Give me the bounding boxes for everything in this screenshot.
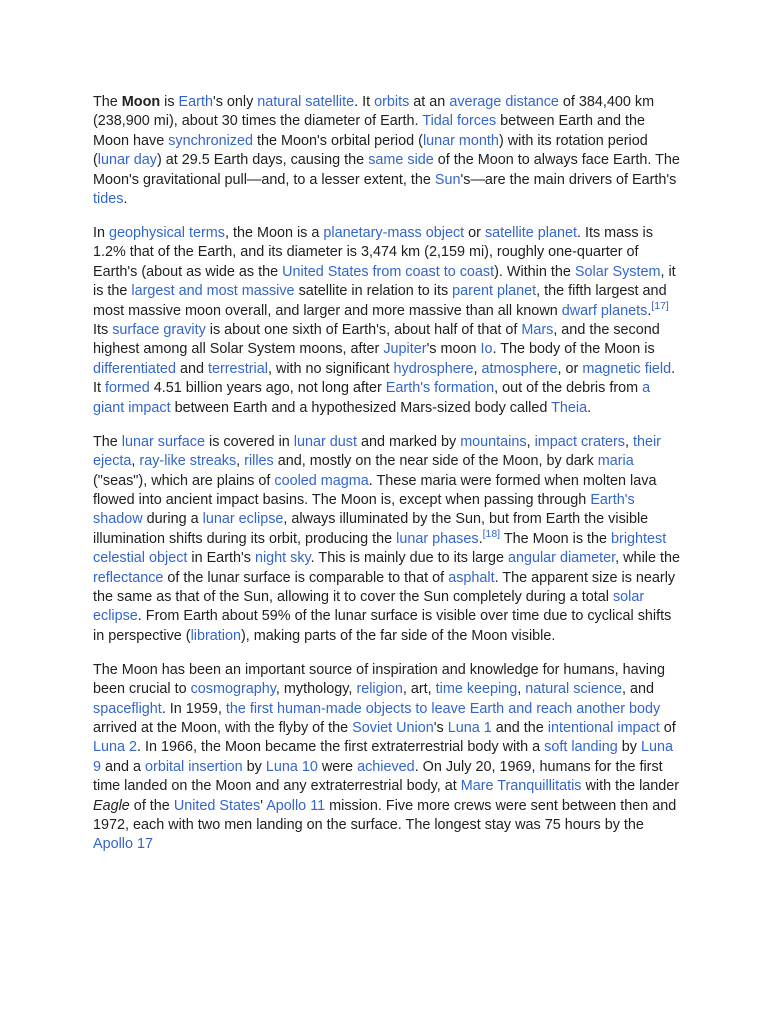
- text-run: ,: [236, 453, 245, 470]
- text-run: and, mostly on the near side of the Moon, by dark: [273, 453, 598, 470]
- text-run: .: [478, 530, 483, 547]
- text-run: , or: [557, 360, 583, 377]
- text-run: The Moon is the: [500, 530, 612, 547]
- text-run: , with no significant: [267, 360, 394, 377]
- text-run: , mythology,: [275, 681, 357, 698]
- text-run: of the lunar surface is comparable to that of: [163, 569, 449, 586]
- wiki-link[interactable]: lunar dust: [293, 433, 357, 450]
- article-paragraph: [93, 433, 683, 646]
- wiki-link[interactable]: Earth's shadow: [93, 491, 635, 528]
- wiki-link[interactable]: United States: [173, 797, 261, 814]
- text-run: is covered in: [205, 433, 294, 450]
- text-run: .: [587, 399, 592, 416]
- text-run: . Its mass is 1.2% that of the Earth, and its diameter is 3,474 km (2,159 mi), roughly one-quarter of Earth's (about as wide as the: [93, 225, 653, 280]
- article-body: [93, 93, 683, 869]
- text-run: , it is the: [93, 263, 676, 300]
- wiki-link[interactable]: Soviet Union: [352, 719, 434, 736]
- wiki-link[interactable]: terrestrial: [207, 360, 268, 377]
- wiki-link[interactable]: libration: [190, 627, 241, 644]
- wiki-link[interactable]: United States from coast to coast: [282, 263, 495, 280]
- wiki-link[interactable]: largest and most massive: [131, 283, 295, 300]
- text-run: 's moon: [426, 341, 481, 358]
- wiki-link[interactable]: Earth: [178, 94, 213, 110]
- text-run: by: [242, 758, 266, 775]
- text-run: between Earth and a hypothesized Mars-sized body called: [170, 399, 552, 416]
- text-run: . In 1966, the Moon became the first extraterrestrial body with a: [137, 739, 545, 756]
- wiki-link[interactable]: planetary-mass object: [323, 225, 465, 242]
- text-run: by: [617, 739, 641, 756]
- text-run: ), making parts of the far side of the Moon visible.: [241, 627, 556, 644]
- text-run: , out of the debris from: [494, 380, 643, 397]
- text-run: arrived at the Moon, with the flyby of the: [93, 719, 353, 736]
- wiki-link[interactable]: synchronized: [168, 132, 253, 149]
- text-run: ,: [131, 453, 140, 470]
- wiki-link[interactable]: cooled magma: [274, 472, 369, 489]
- text-run: ,: [517, 681, 526, 698]
- wiki-link[interactable]: satellite planet: [484, 225, 577, 242]
- text-run: and the: [491, 719, 548, 736]
- wiki-link[interactable]: solar eclipse: [93, 588, 645, 625]
- article-paragraph: [93, 661, 683, 855]
- wiki-link[interactable]: cosmography: [190, 681, 276, 698]
- wiki-link[interactable]: Luna 1: [447, 719, 492, 736]
- text-run: .: [647, 302, 652, 319]
- text-run: . On July 20, 1969, humans for the first time landed on the Moon and any extraterrestrial body, at: [93, 758, 663, 795]
- text-run: . From Earth about 59% of the lunar surface is visible over time due to cyclical shifts in perspective (: [93, 608, 672, 644]
- wiki-link[interactable]: impact craters: [534, 433, 625, 450]
- text-run: or: [464, 225, 485, 242]
- text-run: is: [160, 94, 179, 110]
- wiki-link[interactable]: natural satellite: [257, 94, 355, 110]
- text-run: the Moon's orbital period (: [253, 132, 423, 149]
- text-run: . It: [93, 360, 676, 397]
- text-run: , while the: [615, 550, 680, 567]
- wiki-link[interactable]: intentional impact: [547, 719, 660, 736]
- text-run: ) with its rotation period (: [93, 132, 648, 169]
- wiki-link[interactable]: mountains: [460, 433, 527, 450]
- article-paragraph: [93, 224, 683, 418]
- text-run: In: [93, 225, 109, 242]
- wiki-link[interactable]: dwarf planets: [561, 302, 648, 319]
- wiki-link[interactable]: Mars: [521, 322, 554, 339]
- wiki-link[interactable]: Mare Tranquillitatis: [460, 778, 582, 795]
- wiki-link[interactable]: formed: [105, 380, 150, 397]
- wiki-link[interactable]: soft landing: [544, 739, 618, 756]
- wiki-link[interactable]: the first human-made objects to leave Earth and reach another body: [225, 700, 661, 717]
- wiki-link[interactable]: lunar month: [422, 132, 499, 149]
- text-run: The Moon has been an important source of inspiration and knowledge for humans, having been crucial to: [93, 661, 665, 698]
- text-run: with the lander: [581, 778, 680, 795]
- wiki-link[interactable]: Luna 10: [265, 758, 318, 775]
- wiki-link[interactable]: Jupiter: [383, 341, 427, 358]
- wiki-link[interactable]: surface gravity: [112, 322, 206, 339]
- text-run: of: [659, 719, 676, 736]
- wiki-link[interactable]: Apollo 11: [266, 797, 326, 814]
- text-run: were: [317, 758, 358, 775]
- text-run: Its: [93, 322, 113, 339]
- text-run: ,: [526, 433, 535, 450]
- text-run: of the Moon to always face Earth. The Moon's gravitational pull—and, to a lesser extent, the: [93, 152, 680, 188]
- wiki-link[interactable]: hydrosphere: [393, 360, 474, 377]
- wiki-link[interactable]: orbits: [374, 94, 410, 110]
- bold-term: Moon: [121, 94, 161, 110]
- wiki-link[interactable]: spaceflight: [93, 700, 162, 717]
- text-run: ,: [624, 433, 633, 450]
- wiki-link[interactable]: average distance: [449, 94, 559, 110]
- wiki-link[interactable]: lunar phases: [396, 530, 479, 547]
- wiki-link[interactable]: ray-like streaks: [139, 453, 237, 470]
- wiki-link[interactable]: tides: [93, 191, 124, 208]
- wiki-link[interactable]: parent planet: [452, 283, 537, 300]
- text-run: 's—are the main drivers of Earth's: [460, 171, 677, 188]
- wiki-link[interactable]: Io: [480, 341, 493, 358]
- text-run: ,: [473, 360, 482, 377]
- text-run: . This is mainly due to its large: [310, 550, 508, 567]
- text-run: The: [93, 94, 122, 110]
- wiki-link[interactable]: geophysical terms: [109, 225, 225, 242]
- text-run: ("seas"), which are plains of: [93, 472, 275, 489]
- wiki-link[interactable]: Theia: [551, 399, 588, 416]
- wiki-link[interactable]: Solar System: [574, 263, 661, 280]
- article-paragraph: [93, 93, 683, 209]
- text-run: ). Within the: [494, 263, 575, 280]
- wiki-link[interactable]: Apollo 17: [93, 836, 154, 853]
- text-run: . It: [354, 94, 375, 110]
- wiki-link[interactable]: maria: [597, 453, 634, 470]
- text-run: during a: [142, 511, 203, 528]
- text-run: ) at 29.5 Earth days, causing the: [157, 152, 369, 169]
- text-run: , and: [622, 681, 655, 698]
- text-run: .: [123, 191, 128, 208]
- wiki-link[interactable]: Luna 9: [93, 739, 673, 775]
- citation-ref[interactable]: [18]: [482, 527, 501, 540]
- wiki-link[interactable]: their ejecta: [93, 433, 661, 470]
- text-run: 's: [433, 719, 448, 736]
- text-run: is about one sixth of Earth's, about half of that of: [205, 322, 522, 339]
- italic-term: Eagle: [93, 797, 130, 814]
- text-run: 4.51 billion years ago, not long after: [149, 380, 386, 397]
- text-run: The: [93, 433, 122, 450]
- text-run: between Earth and the Moon have: [93, 113, 645, 149]
- wiki-link[interactable]: angular diameter: [507, 550, 616, 567]
- wiki-link[interactable]: lunar day: [97, 152, 157, 169]
- wiki-link[interactable]: orbital insertion: [145, 758, 243, 775]
- wiki-link[interactable]: asphalt: [448, 569, 495, 586]
- text-run: of 384,400 km (238,900 mi), about 30 times the diameter of Earth.: [93, 94, 655, 130]
- wiki-link[interactable]: religion: [356, 681, 403, 698]
- wiki-link[interactable]: lunar eclipse: [202, 511, 284, 528]
- text-run: and a: [101, 758, 146, 775]
- text-run: . These maria were formed when molten lava flowed into ancient impact basins. The Moon is, except when passing through: [93, 472, 657, 508]
- text-run: in Earth's: [187, 550, 255, 567]
- wiki-link[interactable]: achieved: [357, 758, 415, 775]
- wiki-link[interactable]: natural science: [525, 681, 623, 698]
- wiki-link[interactable]: rilles: [244, 453, 274, 470]
- text-run: . The apparent size is nearly the same as that of the Sun, allowing it to cover the Sun completely during a total: [93, 569, 676, 605]
- text-run: , and the second highest among all Solar System moons, after: [93, 322, 660, 358]
- text-run: , the fifth largest and most massive moon overall, and larger and more massive than all known: [93, 283, 667, 319]
- wiki-link[interactable]: same side: [368, 152, 434, 169]
- text-run: mission. Five more crews were sent between then and 1972, each with two men landing on the surface. The longest stay was 75 hours by the: [93, 797, 677, 833]
- wiki-link[interactable]: a giant impact: [93, 380, 651, 416]
- wiki-link[interactable]: Earth's formation: [385, 380, 495, 397]
- wiki-link[interactable]: magnetic field: [582, 360, 672, 377]
- wiki-link[interactable]: differentiated: [93, 360, 176, 377]
- text-run: , the Moon is a: [224, 225, 324, 242]
- text-run: satellite in relation to its: [294, 283, 453, 300]
- text-run: , always illuminated by the Sun, but from Earth the visible illumination shifts during its orbit, producing the: [93, 511, 649, 547]
- wiki-link[interactable]: Luna 2: [93, 739, 138, 756]
- text-run: of the: [129, 797, 174, 814]
- wiki-link[interactable]: brightest celestial object: [93, 530, 667, 567]
- text-run: and: [175, 360, 208, 377]
- text-run: at an: [409, 94, 450, 110]
- wiki-link[interactable]: Tidal forces: [422, 113, 497, 130]
- wiki-link[interactable]: night sky: [254, 550, 311, 567]
- text-run: and marked by: [357, 433, 461, 450]
- wiki-link[interactable]: Sun: [434, 171, 461, 188]
- wiki-link[interactable]: reflectance: [93, 569, 164, 586]
- text-run: , art,: [402, 681, 436, 698]
- text-run: 's only: [212, 94, 258, 110]
- text-run: . In 1959,: [161, 700, 226, 717]
- wiki-link[interactable]: atmosphere: [481, 360, 558, 377]
- citation-ref[interactable]: [17]: [651, 299, 669, 312]
- text-run: ': [260, 797, 267, 814]
- wiki-link[interactable]: lunar surface: [121, 433, 205, 450]
- wiki-link[interactable]: time keeping: [435, 681, 518, 698]
- text-run: . The body of the Moon is: [492, 341, 655, 358]
